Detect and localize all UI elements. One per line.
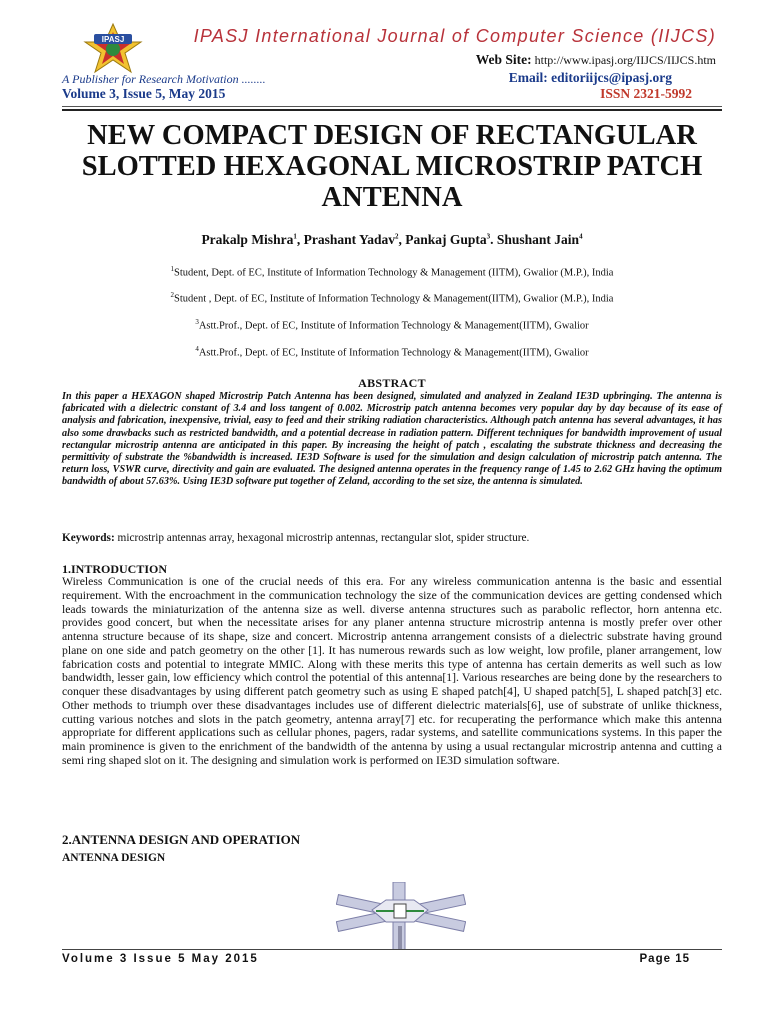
volume-info: Volume 3, Issue 5, May 2015 [62,86,226,101]
affiliation: $^4$Astt.Prof., Dept. of EC, Institute of Information Technology & Management(IITM), Gwalior [195,345,589,359]
antenna-figure [336,882,466,950]
footer-divider [62,949,722,950]
author-name: Shushant Jain [496,232,580,247]
section-heading-introduction: 1.INTRODUCTION [62,562,168,576]
publisher-tagline: A Publisher for Research Motivation ........ [62,72,266,86]
website-label: Web Site: [475,52,532,67]
abstract-body: In this paper a HEXAGON shaped Microstrip Patch Antenna has been designed, simulated and analyzed in Zealand IE3D upbringing. The antenna is fabricated with a dielectric constant of 3.4 and loss tangent of 0.002. Microstrip patch antenna becomes very popular day by day because of its ease of analysis and fabrication, inexpensive, trivial, easy to feed and their striking radiation characteristics. Although patch antenna has several advantages, it has also some drawbacks such as restricted bandwidth, and a potential decrease in radiation pattern. Different techniques for bandwidth improvement of usual rectangular microstrip antenna are anticipated in this paper. By increasing the height of patch , escalating the substrate thickness and decreasing the permittivity of substrate the %bandwidth is increased. IE3D Software is used for the simulation and design calculation of microstrip patch antenna. The return loss, VSWR curve, directivity and gain are evaluated. The designed antenna operates in the frequency range of 1.45 to 2.62 GHz having the optimum bandwidth of about 57.63%. Using IE3D software put together of Zeland, according to the set size, the antenna is simulated. [62,391,722,488]
website-line [476,52,716,68]
affiliation: $^2$Student , Dept. of EC, Institute of Information Technology & Management(IITM), Gwalior (M.P.), India [170,291,614,305]
paper-title: NEW COMPACT DESIGN OF RECTANGULAR SLOTTED HEXAGONAL MICROSTRIP PATCH ANTENNA [81,120,703,213]
affiliation: $^1$Student, Dept. of EC, Institute of Information Technology & Management (IITM), Gwalior (M.P.), India [170,265,614,279]
author-sup: 2 [394,232,399,241]
introduction-body: Wireless Communication is one of the crucial needs of this era. For any wireless communication antenna is the basic and essential requirement. With the encroachment in the communication technology the size of the communication devices are getting condensed which leads towards the miniaturization of the antenna size as well. diverse antenna structures such as parabolic reflector, horn antenna etc. provides good concert, but when the necessitate arises for any planer antenna structure microstrip antenna is mostly prefer over other antenna structure because of its shape, size and concert. Microstrip antenna arrangement consists of a dielectric substrate having ground plane on one side and patch geometry on the other [1]. It has numerous rewards such as low weight, low profile, planer arrangement, low fabrication costs and potential to integrate MMIC. Along with these merits this type of antenna has certain demerits as well such as low bandwidth, lesser gain, low efficiency which control the potential of this antenna[1]. Various researches are being done by the researchers to conquer these disadvantages by using different patch geometry such as using E shaped patch[4], U shaped patch[5], L shaped patch[3] etc. Other methods to triumph over these disadvantages includes use of different dielectric materials[6], use of substrate of unlike thickness, cutting various notches and slots in the patch geometry, antenna array[7] etc. for recuperating the performance which make this antenna appropriate for different applications such as cellular phones, pagers, radar systems, and satellite communications systems. In this paper the main prominence is given to the enrichment of the bandwidth of the antenna by using a usual rectangular microstrip antenna and cutting a semi ring shaped slot on it. The designing and simulation work is performed on IE3D simulation software. [62,575,722,767]
abstract-heading: ABSTRACT [358,376,426,390]
author-sup: 3 [486,232,491,241]
website-url[interactable]: http://www.ipasj.org/IIJCS/IIJCS.htm [534,53,716,67]
keywords-label: Keywords: [62,532,115,544]
page-number: Page 15 [639,953,690,965]
journal-title: IPASJ International Journal of Computer Science (IIJCS) [193,26,716,46]
keywords-text: microstrip antennas array, hexagonal microstrip antennas, rectangular slot, spider structure. [114,532,530,544]
keywords [62,532,722,544]
author-sup: 1 [293,232,297,241]
section-heading-antenna-design: 2.ANTENNA DESIGN AND OPERATION [62,832,301,847]
journal-email[interactable]: Email: editoriijcs@ipasj.org [508,70,672,85]
issn: ISSN 2321-5992 [600,86,692,101]
author-name: Prakalp Mishra [201,232,294,247]
author-list: Prakalp Mishra$^1$, Prashant Yadav$^2$, Pankaj Gupta$^3$. Shushant Jain$^4$ [201,232,583,247]
author-name: Prashant Yadav [303,232,395,247]
journal-logo [80,22,146,76]
logo-text: IPASJ [101,35,125,44]
footer-volume: Volume 3 Issue 5 May 2015 [62,953,259,965]
header-divider [62,106,722,111]
author-name: Pankaj Gupta [405,232,487,247]
affiliation: $^3$Astt.Prof., Dept. of EC, Institute of Information Technology & Management(IITM), Gwalior [195,318,589,332]
author-sup: 4 [579,232,583,241]
subsection-heading: ANTENNA DESIGN [62,852,166,864]
